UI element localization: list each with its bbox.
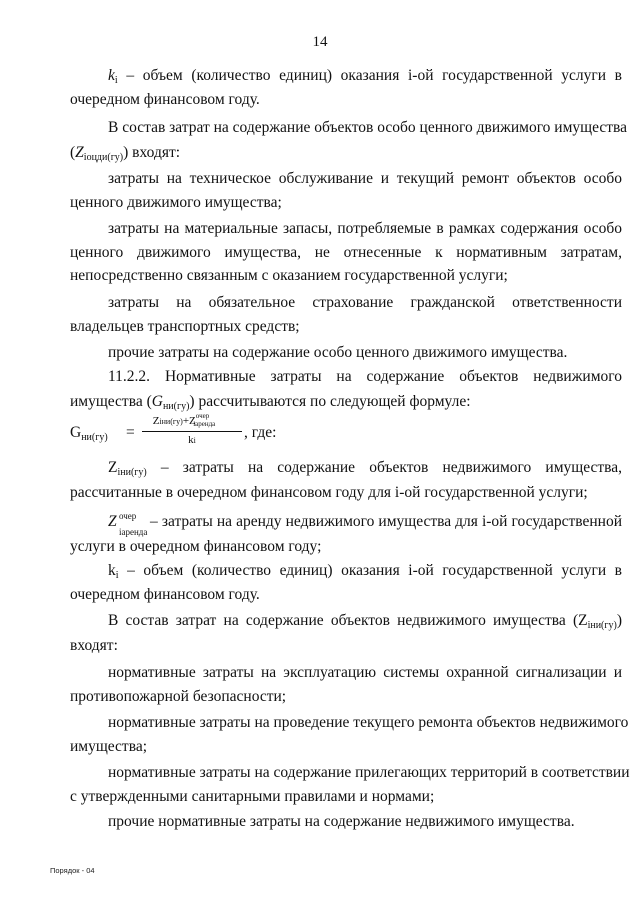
section-11-2-2-line-1: 11.2.2. Нормативные затраты на содержание объектов недвижимого <box>108 368 622 385</box>
def1-var: Z <box>108 459 118 476</box>
ni-intro-line-1 <box>108 611 622 636</box>
ocdi-intro-rest: ) входят: <box>123 144 181 161</box>
formula-lhs-sub: ни(гу) <box>81 432 108 443</box>
ocdi-item-2-line-3: непосредственно связанным с оказанием государственной услуги; <box>70 267 508 284</box>
def3-var: k <box>108 562 116 579</box>
ocdi-item-4: прочие затраты на содержание особо ценного движимого имущества. <box>108 344 568 361</box>
def2-var-sub: iаренда <box>119 527 148 537</box>
var-k: k <box>108 67 115 84</box>
ni-intro-text: В состав затрат на содержание объектов недвижимого имущества ( <box>108 612 579 629</box>
definition-z-ni-line-1 <box>108 458 622 483</box>
ni-item-2-line-2: имущества; <box>70 738 148 755</box>
ocdi-item-2-line-1: затраты на материальные запасы, потребляемые в рамках содержания особо <box>108 220 622 237</box>
num-plus-z: +Z <box>182 415 196 427</box>
ni-item-1-line-2: противопожарной безопасности; <box>70 688 287 705</box>
formula-g-ni <box>70 414 390 450</box>
def2-var: Z <box>108 513 117 530</box>
ocdi-intro-line-1: В состав затрат на содержание объектов особо ценного движимого имущества <box>108 119 628 136</box>
num-z-arenda-sub: iаренда <box>193 420 216 428</box>
ni-item-1-line-1: нормативные затраты на эксплуатацию системы охранной сигнализации и <box>108 664 622 681</box>
definition-k2-line-1 <box>108 561 622 586</box>
def2-var-stack <box>108 511 148 537</box>
var-g-ni-sub: ни(гу) <box>162 401 190 412</box>
var-z-ocdi-sub: iоцди(гу) <box>83 152 124 163</box>
def2-text: – затраты на аренду недвижимого имущества для i-ой государственной <box>146 513 622 530</box>
formula-lhs-var: G <box>70 424 82 441</box>
var-z-ocdi: Z <box>75 144 84 161</box>
ni-intro-var-sub: iни(гу) <box>587 620 617 631</box>
ocdi-item-2-line-2: ценного движимого имущества, не отнесенные к нормативным затратам, <box>70 244 622 261</box>
formula-denominator <box>142 434 242 446</box>
ni-item-2-line-1: нормативные затраты на проведение текущего ремонта объектов недвижимого <box>108 714 629 731</box>
def3-text: – объем (количество единиц) оказания i-ой государственной услуги в <box>118 562 622 579</box>
definition-k-line-1 <box>108 66 622 91</box>
def1-var-sub: iни(гу) <box>117 467 147 478</box>
definition-z-arenda-line-1 <box>108 511 622 537</box>
ocdi-item-1-line-2: ценного движимого имущества; <box>70 194 282 211</box>
fraction-bar <box>142 431 242 432</box>
ni-item-3-line-1: нормативные затраты на содержание прилегающих территорий в соответствии <box>108 764 630 781</box>
num-z-arenda-sup: очер <box>195 412 210 420</box>
section-text-a: имущества ( <box>70 393 152 410</box>
ni-intro-close: ) <box>616 612 622 629</box>
den-k: k <box>188 434 194 446</box>
definition-k-line-2: очередном финансовом году. <box>70 91 260 108</box>
ni-intro-var: Z <box>578 612 588 629</box>
ni-item-3-line-2: с утвержденными санитарными правилами и нормами; <box>70 788 435 805</box>
num-z-ni-sub: iни(гу) <box>159 417 183 426</box>
paren-open: ( <box>70 144 76 161</box>
formula-equals: = <box>126 424 135 441</box>
def2-var-sup: очер <box>119 511 137 521</box>
definition-z-arenda-line-2: услуги в очередном финансовом году; <box>70 538 322 555</box>
formula-lhs <box>70 424 108 443</box>
ni-item-4: прочие нормативные затраты на содержание недвижимого имущества. <box>108 813 575 830</box>
formula-numerator <box>142 414 242 429</box>
ocdi-item-3-line-1: затраты на обязательное страхование гражданской ответственности <box>108 294 622 311</box>
page-number: 14 <box>312 34 328 50</box>
ocdi-intro-line-2 <box>70 143 622 168</box>
formula-tail: , где: <box>244 424 277 441</box>
section-text-b: ) рассчитываются по следующей формуле: <box>189 393 471 410</box>
var-k-sub: i <box>114 75 118 86</box>
definition-k-text: – объем (количество единиц) оказания i-ой государственной услуги в <box>117 67 622 84</box>
def1-text: – затраты на содержание объектов недвижимого имущества, <box>146 459 622 476</box>
ocdi-item-1-line-1: затраты на техническое обслуживание и текущий ремонт объектов особо <box>108 170 622 187</box>
def3-var-sub: i <box>115 570 119 581</box>
definition-z-ni-line-2: рассчитанные в очередном финансовом году для i-ой государственной услуги; <box>70 484 588 501</box>
ni-intro-line-2: входят: <box>70 637 118 654</box>
num-z-ni: Z <box>152 415 160 427</box>
definition-k2-line-2: очередном финансовом году. <box>70 586 260 603</box>
den-k-sub: i <box>193 436 196 445</box>
footer-code: Порядок - 04 <box>50 866 95 875</box>
var-g-ni: G <box>151 393 163 410</box>
ocdi-item-3-line-2: владельцев транспортных средств; <box>70 318 300 335</box>
